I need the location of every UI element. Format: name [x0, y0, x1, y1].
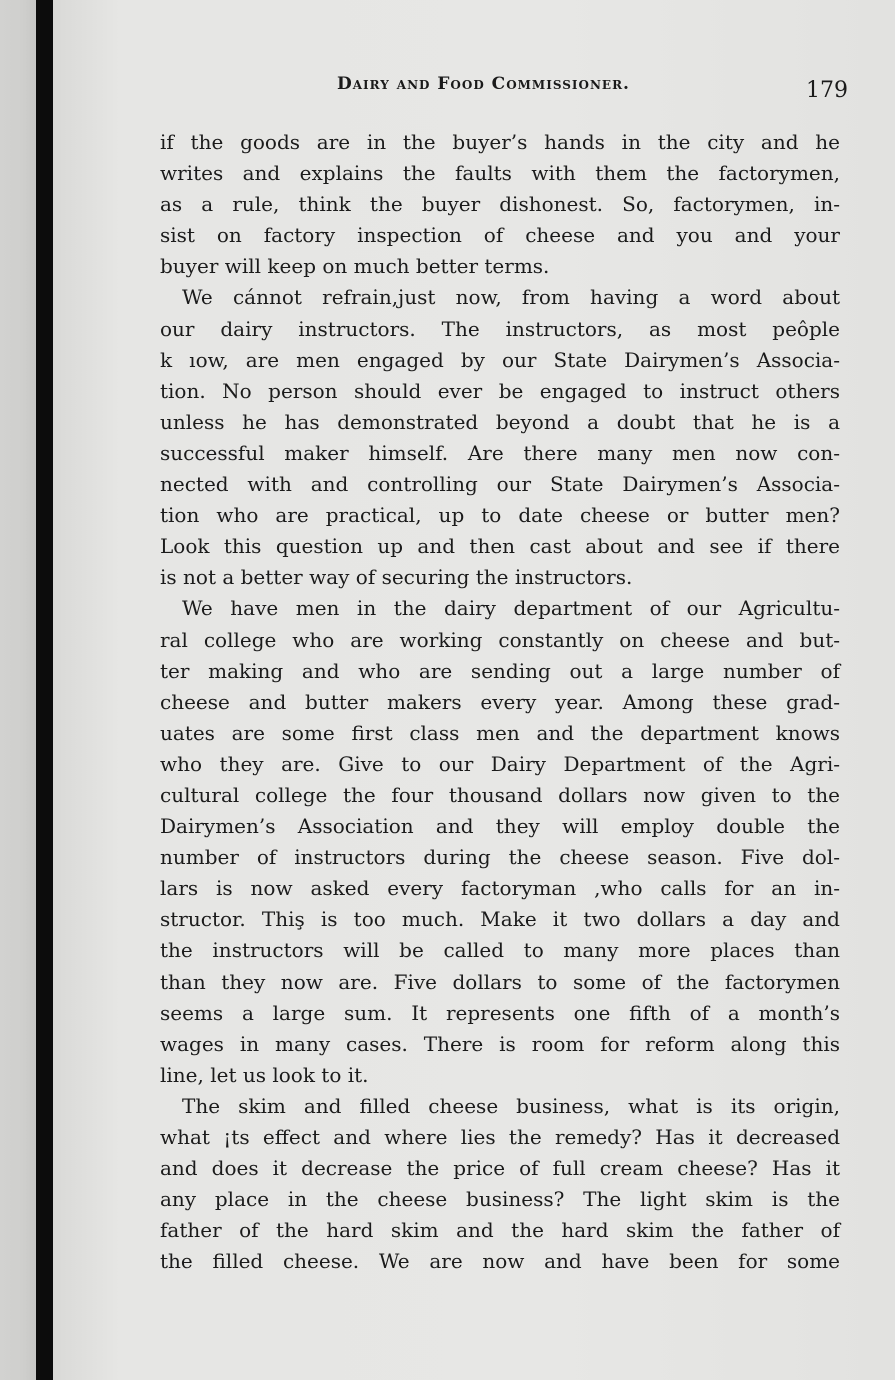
- text-line: and does it decrease the price of full cream cheese? Has it: [160, 1156, 840, 1181]
- text-line: sist on factory inspection of cheese and you and your: [160, 223, 840, 248]
- text-line: successful maker himself. Are there many men now con-: [160, 440, 840, 465]
- text-line: uates are some first class men and the department knows: [160, 720, 840, 745]
- body-text: [160, 127, 840, 1277]
- running-head: Dairy and Food Commissioner.: [337, 74, 630, 94]
- text-line: seems a large sum. It represents one fifth of a month’s: [160, 1000, 840, 1025]
- text-line: ral college who are working constantly on cheese and but-: [160, 627, 840, 652]
- text-line: Look this question up and then cast about and see if there: [160, 534, 840, 559]
- text-line: tion who are practical, up to date cheese or butter men?: [160, 503, 840, 528]
- text-line: tion. No person should ever be engaged to instruct others: [160, 378, 840, 403]
- text-line: The skim and filled cheese business, what is its origin,: [182, 1093, 840, 1118]
- text-line: than they now are. Five dollars to some of the factorymen: [160, 969, 840, 994]
- page-number: 179: [806, 78, 848, 103]
- text-line: what ¡ts effect and where lies the remedy? Has it decreased: [160, 1125, 840, 1149]
- text-line: our dairy instructors. The instructors, as most peôple: [160, 316, 840, 341]
- text-line: the instructors will be called to many more places than: [160, 938, 840, 963]
- text-line: unless he has demonstrated beyond a doubt that he is a: [160, 409, 840, 434]
- text-line: structor. Thiş is too much. Make it two dollars a day and: [160, 907, 840, 932]
- text-line: cultural college the four thousand dollars now given to the: [160, 782, 840, 807]
- text-line: Dairymen’s Association and they will employ double the: [160, 814, 840, 839]
- text-line: nected with and controlling our State Dairymen’s Associa-: [160, 472, 840, 497]
- text-line: writes and explains the faults with them the factorymen,: [160, 161, 840, 186]
- text-line: as a rule, think the buyer dishonest. So, factorymen, in-: [160, 192, 840, 217]
- text-line: number of instructors during the cheese season. Five dol-: [160, 845, 840, 870]
- text-line: the filled cheese. We are now and have been for some: [160, 1249, 840, 1274]
- text-line: lars is now asked every factoryman ,who calls for an in-: [160, 876, 840, 901]
- text-line: who they are. Give to our Dairy Department of the Agri-: [160, 751, 840, 776]
- left-margin: [0, 0, 38, 1380]
- text-line: father of the hard skim and the hard skim the father of: [160, 1218, 840, 1243]
- text-line: if the goods are in the buyer’s hands in the city and he: [160, 130, 840, 154]
- text-line: line, let us look to it.: [160, 1062, 369, 1087]
- text-line: k ıow, are men engaged by our State Dairymen’s Associa-: [160, 347, 840, 372]
- binding-shadow: [36, 0, 53, 1380]
- text-line: is not a better way of securing the instructors.: [160, 565, 633, 590]
- text-line: cheese and butter makers every year. Among these grad-: [160, 689, 840, 714]
- text-line: wages in many cases. There is room for reform along this: [160, 1031, 840, 1056]
- text-line: ter making and who are sending out a large number of: [160, 658, 840, 683]
- text-line: any place in the cheese business? The light skim is the: [160, 1187, 840, 1212]
- text-line: We cánnot refrain,just now, from having a word about: [182, 285, 840, 310]
- text-line: buyer will keep on much better terms.: [160, 254, 550, 279]
- text-line: We have men in the dairy department of our Agricultu-: [182, 596, 840, 621]
